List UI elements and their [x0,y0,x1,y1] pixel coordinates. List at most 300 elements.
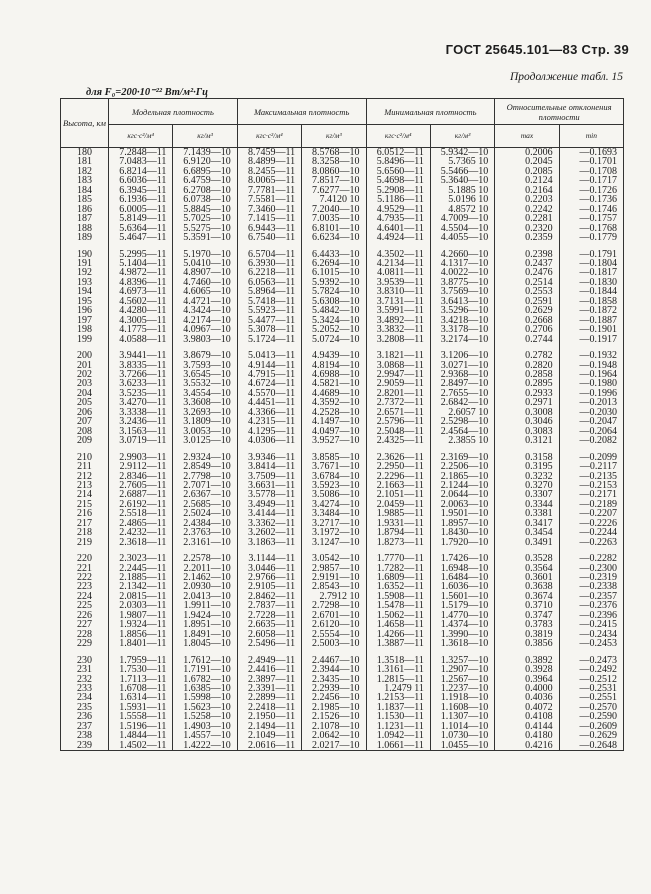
value-cell: 3.8585—10 [302,453,366,462]
value-cell: 0.2359 [495,233,559,242]
value-cell: 1.2815—11 [366,675,430,684]
value-cell: 0.3710 [495,601,559,610]
value-cell: 5.8149—11 [109,214,173,223]
value-cell: 0.3783 [495,620,559,629]
unit-header: кг/м³ [302,125,366,148]
value-cell: 4.1317—10 [430,259,494,268]
value-cell: 2.1985—10 [302,703,366,712]
value-cell: 1.6352—11 [366,582,430,591]
value-cell: —0.1917 [559,335,623,344]
value-cell: 1.8273—11 [366,538,430,547]
value-cell: —0.2244 [559,528,623,537]
value-cell: 0.2281 [495,214,559,223]
height-cell: 208 [61,427,109,436]
value-cell: 2.4564—10 [430,427,494,436]
value-cell: 2.6842—10 [430,398,494,407]
height-cell: 220 [61,554,109,563]
value-cell: 2.5685—10 [173,500,237,509]
height-cell: 182 [61,167,109,176]
value-cell: 4.7915—11 [237,370,301,379]
value-cell: 3.5296—10 [430,306,494,315]
value-cell: 2.2296—11 [366,472,430,481]
value-cell: 2.0815—11 [109,592,173,601]
value-cell: 1.6782—10 [173,675,237,684]
unit-header: max [495,125,559,148]
value-cell: 4.2134—11 [366,259,430,268]
value-cell: 0.3491 [495,538,559,547]
value-cell: 5.7365 10 [430,157,494,166]
value-cell: 5.6560—11 [366,167,430,176]
value-cell: 6.1015—10 [302,268,366,277]
height-cell: 195 [61,297,109,306]
height-cell: 230 [61,656,109,665]
value-cell: 2.0217—10 [302,741,366,751]
value-cell: 0.2203 [495,195,559,204]
height-cell: 187 [61,214,109,223]
value-cell: 1.8430—10 [430,528,494,537]
value-cell: 1.3618—10 [430,639,494,648]
value-cell: 4.2528—10 [302,408,366,417]
value-cell: 3.5532—10 [173,379,237,388]
value-cell: 0.3344 [495,500,559,509]
value-cell: 1.3990—10 [430,630,494,639]
value-cell: 6.9443—11 [237,224,301,233]
value-cell: 2.0930—10 [173,582,237,591]
unit-header: кг/м³ [173,125,237,148]
value-cell: 2.2445—11 [109,564,173,573]
table-row [61,335,624,344]
value-cell: 0.3674 [495,592,559,601]
value-cell: —0.1948 [559,361,623,370]
value-cell: 3.1809—10 [173,417,237,426]
value-cell: 6.5704—11 [237,250,301,259]
value-cell: 0.3121 [495,436,559,445]
value-cell: 3.5235—11 [109,389,173,398]
value-cell: 2.0063—10 [430,500,494,509]
value-cell: 1.6036—10 [430,582,494,591]
value-cell: 4.5504—10 [430,224,494,233]
value-cell: 3.4949—11 [237,500,301,509]
value-cell: 0.4108 [495,712,559,721]
value-cell: 5.7418—11 [237,297,301,306]
height-cell: 181 [61,157,109,166]
value-cell: —0.1708 [559,167,623,176]
value-cell: —0.2300 [559,564,623,573]
value-cell: 1.8491—10 [173,630,237,639]
value-cell: —0.2629 [559,731,623,740]
value-cell: 1.6314—11 [109,693,173,702]
value-cell: 3.5778—11 [237,490,301,499]
value-cell: —0.2047 [559,417,623,426]
value-cell: 5.0724—10 [302,335,366,344]
value-cell: 0.3892 [495,656,559,665]
value-cell: 4.5821—10 [302,379,366,388]
value-cell: 1.1231—11 [366,722,430,731]
value-cell: 1.0942—11 [366,731,430,740]
value-cell: —0.1980 [559,379,623,388]
value-cell: 6.0738—10 [173,195,237,204]
value-cell: 0.3008 [495,408,559,417]
value-cell: 0.3158 [495,453,559,462]
value-cell: 0.3195 [495,462,559,471]
value-cell: 6.3945—11 [109,186,173,195]
height-cell: 219 [61,538,109,547]
value-cell: 1.1837—11 [366,703,430,712]
value-cell: 4.2315—11 [237,417,301,426]
value-cell: 1.3518—11 [366,656,430,665]
value-cell: 0.2476 [495,268,559,277]
value-cell: 5.1404—11 [109,259,173,268]
value-cell: 5.7025—10 [173,214,237,223]
value-cell: 3.4554—10 [173,389,237,398]
value-cell: 2.3763—10 [173,528,237,537]
value-cell: 3.9539—11 [366,278,430,287]
value-cell: 0.2668 [495,316,559,325]
value-cell: —0.2189 [559,500,623,509]
height-cell: 185 [61,195,109,204]
value-cell: 0.2629 [495,306,559,315]
value-cell: 0.2164 [495,186,559,195]
value-cell: —0.1872 [559,306,623,315]
value-cell: 2.8201—11 [366,389,430,398]
value-cell: 0.4072 [495,703,559,712]
value-cell: 3.0446—11 [237,564,301,573]
value-cell: 1.6484—10 [430,573,494,582]
value-cell: 5.9342—10 [430,148,494,158]
value-cell: —0.2117 [559,462,623,471]
value-cell: 1.9331—11 [366,519,430,528]
value-cell: 1.5623—10 [173,703,237,712]
value-cell: 1.4557—10 [173,731,237,740]
value-cell: 2.1950—11 [237,712,301,721]
table-condition: для F₀=200·10⁻²² Вт/м²·Гц [86,87,208,98]
value-cell: 6.9120—10 [173,157,237,166]
value-cell: 2.4949—11 [237,656,301,665]
value-cell: 3.9527—10 [302,436,366,445]
value-cell: 6.2708—10 [173,186,237,195]
value-cell: 1.7612—10 [173,656,237,665]
value-cell: —0.2030 [559,408,623,417]
value-cell: 4.5570—11 [237,389,301,398]
value-cell: 4.1775—11 [109,325,173,334]
value-cell: —0.2453 [559,639,623,648]
value-cell: 4.4451—11 [237,398,301,407]
value-cell: 2.4325—11 [366,436,430,445]
value-cell: 4.0022—10 [430,268,494,277]
value-cell: 1.8957—10 [430,519,494,528]
value-cell: 1.5258—10 [173,712,237,721]
value-cell: —0.1768 [559,224,623,233]
value-cell: 2.1049—11 [237,731,301,740]
value-cell: —0.2551 [559,693,623,702]
value-cell: 1.0455—10 [430,741,494,751]
value-cell: 6.4759—10 [173,176,237,185]
value-cell: —0.1757 [559,214,623,223]
value-cell: 5.2995—11 [109,250,173,259]
height-cell: 213 [61,481,109,490]
value-cell: 4.2660—10 [430,250,494,259]
value-cell: 5.6308—10 [302,297,366,306]
value-cell: 0.3232 [495,472,559,481]
value-cell: 1.1918—10 [430,693,494,702]
height-cell: 229 [61,639,109,648]
value-cell: 4.6724—11 [237,379,301,388]
value-cell: 4.3005—11 [109,316,173,325]
height-cell: 212 [61,472,109,481]
value-cell: 3.2717—10 [302,519,366,528]
height-cell: 210 [61,453,109,462]
height-cell: 216 [61,509,109,518]
value-cell: 2.0303—11 [109,601,173,610]
value-cell: 4.9529—11 [366,205,430,214]
value-cell: 7.2848—11 [109,148,173,158]
value-cell: 2.1865—10 [430,472,494,481]
value-cell: —0.2082 [559,436,623,445]
value-cell: 0.2591 [495,297,559,306]
value-cell: 2.2418—11 [237,703,301,712]
value-cell: 3.5923—10 [302,481,366,490]
value-cell: 5.4842—10 [302,306,366,315]
value-cell: 4.8572 10 [430,205,494,214]
value-cell: 3.1144—11 [237,554,301,563]
value-cell: 4.6401—11 [366,224,430,233]
value-cell: 1.7770—11 [366,554,430,563]
value-cell: 1.1014—10 [430,722,494,731]
height-cell: 238 [61,731,109,740]
value-cell: 3.6784—10 [302,472,366,481]
value-cell: 0.2242 [495,205,559,214]
value-cell: 2.9903—11 [109,453,173,462]
height-cell: 207 [61,417,109,426]
value-cell: 0.2706 [495,325,559,334]
min-density-header: Минимальная плотность [366,99,495,125]
height-cell: 237 [61,722,109,731]
value-cell: 6.4433—10 [302,250,366,259]
value-cell: —0.2357 [559,592,623,601]
value-cell: 3.0125—10 [173,436,237,445]
value-cell: 3.5086—10 [302,490,366,499]
value-cell: 1.7920—10 [430,538,494,547]
value-cell: 0.3928 [495,665,559,674]
value-cell: 2.7912 10 [302,592,366,601]
value-cell: 1.2479 11 [366,684,430,693]
value-cell: —0.2226 [559,519,623,528]
value-cell: 6.2218—11 [237,268,301,277]
value-cell: 1.1530—11 [366,712,430,721]
value-cell: 3.3338—11 [109,408,173,417]
value-cell: 4.6065—10 [173,287,237,296]
height-cell: 205 [61,398,109,407]
value-cell: 0.2045 [495,157,559,166]
value-cell: 2.3618—11 [109,538,173,547]
value-cell: 5.7824—10 [302,287,366,296]
value-cell: 0.3270 [495,481,559,490]
value-cell: 6.6895—10 [173,167,237,176]
height-cell: 231 [61,665,109,674]
value-cell: 0.2320 [495,224,559,233]
value-cell: 2.7798—10 [173,472,237,481]
value-cell: 0.2085 [495,167,559,176]
value-cell: 4.0306—11 [237,436,301,445]
value-cell: 1.2907—10 [430,665,494,674]
value-cell: 0.2782 [495,351,559,360]
table-row [61,741,624,751]
value-cell: 6.0512—11 [366,148,430,158]
value-cell: —0.2207 [559,509,623,518]
value-cell: 2.7655—10 [430,389,494,398]
value-cell: 3.7266—11 [109,370,173,379]
value-cell: 0.4000 [495,684,559,693]
value-cell: 2.9947—11 [366,370,430,379]
value-cell: —0.1804 [559,259,623,268]
value-cell: 3.3178—10 [430,325,494,334]
value-cell: 2.9191—10 [302,573,366,582]
height-cell: 198 [61,325,109,334]
value-cell: 0.3417 [495,519,559,528]
value-cell: 4.4721—10 [173,297,237,306]
value-cell: 8.4899—11 [237,157,301,166]
value-cell: 1.9501—10 [430,509,494,518]
value-cell: 2.8549—10 [173,462,237,471]
height-cell: 209 [61,436,109,445]
value-cell: 2.5048—11 [366,427,430,436]
value-cell: —0.2064 [559,427,623,436]
height-cell: 225 [61,601,109,610]
height-cell: 200 [61,351,109,360]
value-cell: 2.5796—11 [366,417,430,426]
value-cell: —0.1932 [559,351,623,360]
value-cell: 2.7298—10 [302,601,366,610]
value-cell: —0.1901 [559,325,623,334]
value-cell: 1.3161—11 [366,665,430,674]
value-cell: 8.0860—10 [302,167,366,176]
value-cell: 4.1295—11 [237,427,301,436]
height-cell: 180 [61,148,109,158]
value-cell: 5.8964—11 [237,287,301,296]
value-cell: 3.1563—11 [109,427,173,436]
height-cell: 203 [61,379,109,388]
height-cell: 239 [61,741,109,751]
value-cell: 1.5062—11 [366,611,430,620]
value-cell: 6.3930—11 [237,259,301,268]
value-cell: 2.7228—11 [237,611,301,620]
model-density-header: Модельная плотность [109,99,238,125]
value-cell: 2.4232—11 [109,528,173,537]
value-cell: 7.1439—10 [173,148,237,158]
height-cell: 199 [61,335,109,344]
value-cell: 3.3832—11 [366,325,430,334]
value-cell: 1.9424—10 [173,611,237,620]
value-cell: 7.7781—11 [237,186,301,195]
height-cell: 190 [61,250,109,259]
value-cell: 5.5275—10 [173,224,237,233]
value-cell: 2.9857—10 [302,564,366,573]
value-cell: 4.4924—11 [366,233,430,242]
value-cell: 0.3083 [495,427,559,436]
deviation-header: Относительные отклонения плотности [495,99,624,125]
value-cell: 1.7530—11 [109,665,173,674]
value-cell: 5.3591—10 [173,233,237,242]
value-cell: —0.2135 [559,472,623,481]
unit-header: кгс·с²/м⁴ [366,125,430,148]
value-cell: 1.1608—10 [430,703,494,712]
value-cell: 2.1663—11 [366,481,430,490]
value-cell: —0.2013 [559,398,623,407]
value-cell: —0.2590 [559,712,623,721]
value-cell: 2.8543—10 [302,582,366,591]
value-cell: 4.6973—11 [109,287,173,296]
value-cell: 0.3601 [495,573,559,582]
value-cell: 0.3638 [495,582,559,591]
value-cell: 1.5558—11 [109,712,173,721]
value-cell: 2.6887—11 [109,490,173,499]
value-cell: 5.5923—11 [237,306,301,315]
value-cell: 4.5602—11 [109,297,173,306]
value-cell: 5.8496—11 [366,157,430,166]
value-cell: 6.8214—11 [109,167,173,176]
value-cell: 4.0588—11 [109,335,173,344]
value-cell: 4.4280—11 [109,306,173,315]
height-cell: 204 [61,389,109,398]
value-cell: 2.2506—10 [430,462,494,471]
value-cell: 1.4770—10 [430,611,494,620]
value-cell: 5.3640—10 [430,176,494,185]
table-row [61,233,624,242]
value-cell: 3.2693—10 [173,408,237,417]
value-cell: 3.6545—10 [173,370,237,379]
value-cell: 2.1526—10 [302,712,366,721]
value-cell: 2.3855 10 [430,436,494,445]
value-cell: 2.0413—10 [173,592,237,601]
height-cell: 218 [61,528,109,537]
value-cell: 2.6635—11 [237,620,301,629]
value-cell: —0.1736 [559,195,623,204]
height-cell: 223 [61,582,109,591]
value-cell: 2.6367—10 [173,490,237,499]
value-cell: —0.2512 [559,675,623,684]
value-cell: 3.2436—11 [109,417,173,426]
value-cell: 6.0005—11 [109,205,173,214]
value-cell: 7.5581—11 [237,195,301,204]
value-cell: 3.3362—11 [237,519,301,528]
value-cell: 1.4502—11 [109,741,173,751]
height-cell: 228 [61,630,109,639]
value-cell: 3.2602—11 [237,528,301,537]
value-cell: 3.9441—11 [109,351,173,360]
value-cell: 1.6708—11 [109,684,173,693]
value-cell: 1.6809—11 [366,573,430,582]
value-cell: 5.3078—11 [237,325,301,334]
value-cell: 1.8856—11 [109,630,173,639]
value-cell: 3.4144—11 [237,509,301,518]
height-cell: 188 [61,224,109,233]
unit-header: кг/м³ [430,125,494,148]
value-cell: 1.8045—10 [173,639,237,648]
value-cell: 1.4844—11 [109,731,173,740]
value-cell: 6.7540—11 [237,233,301,242]
height-cell: 189 [61,233,109,242]
value-cell: 2.2456—10 [302,693,366,702]
value-cell: 7.4120 10 [302,195,366,204]
value-cell: 4.7460—10 [173,278,237,287]
value-cell: 4.7009—10 [430,214,494,223]
value-cell: 5.9392—10 [302,278,366,287]
value-cell: 2.4467—10 [302,656,366,665]
value-cell: 2.3944—10 [302,665,366,674]
value-cell: 2.1462—10 [173,573,237,582]
value-cell: 2.3169—10 [430,453,494,462]
value-cell: 3.7671—10 [302,462,366,471]
